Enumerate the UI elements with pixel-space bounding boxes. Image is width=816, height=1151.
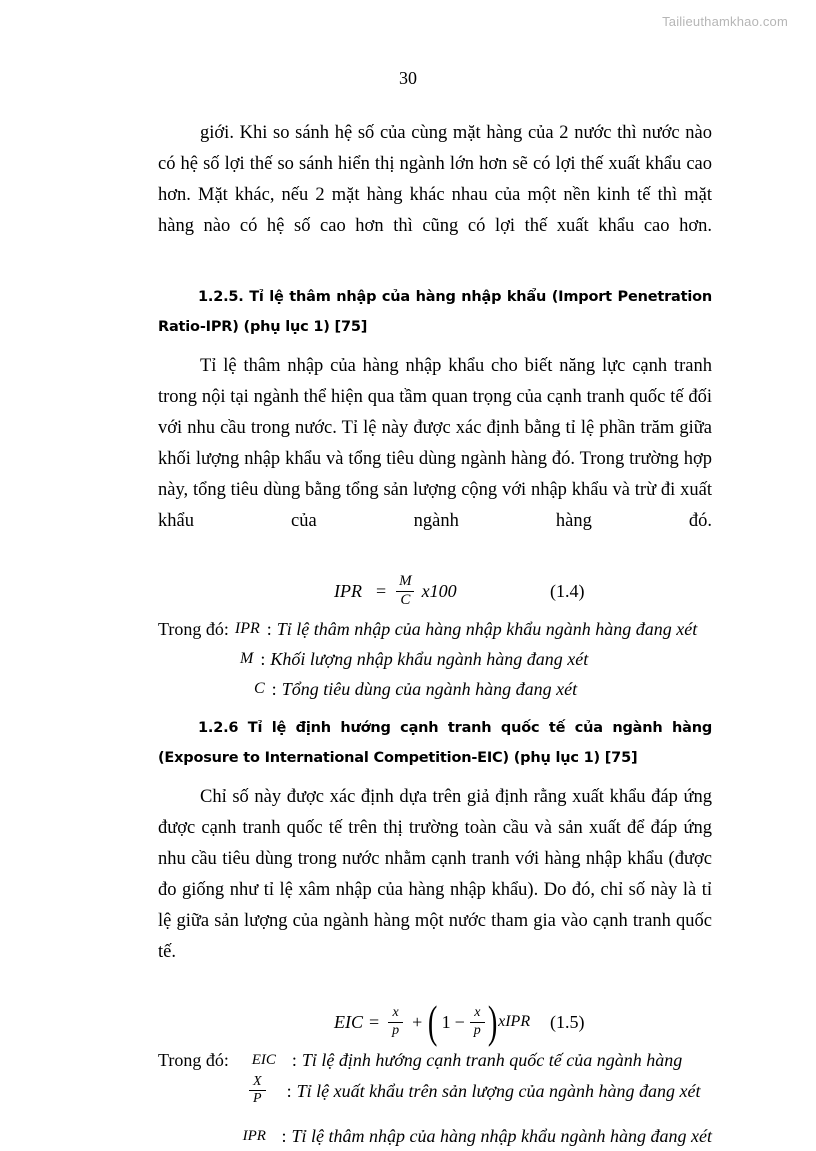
definition-row — [158, 1107, 712, 1151]
equation-1-5-frac1-denominator: p — [388, 1022, 403, 1038]
equation-1-4-equals: = — [375, 580, 387, 601]
definition-symbol: C — [254, 680, 265, 697]
definition-colon: : — [286, 1080, 292, 1101]
equation-1-4-math — [334, 574, 457, 608]
definitions-lead-1: Trong đó: — [158, 619, 229, 639]
equation-1-5-lhs: EIC — [334, 1011, 363, 1032]
definitions-block-2 — [158, 1045, 712, 1151]
definition-fraction-numerator: X — [253, 1074, 262, 1089]
paragraph-eic-description: Chỉ số này được xác định dựa trên giả định rằng xuất khẩu đáp ứng được cạnh tranh quốc tế trên thị trường toàn cầu và sản xuất để đáp ứng nhu cầu tiêu dùng trong nước nhằm cạnh tranh với hàng nhập khẩu (được đo giống như tỉ lệ xâm nhập của hàng nhập khẩu). Do đó, chỉ số này là tỉ lệ giữa sản lượng của ngành hàng một nước tham gia vào cạnh tranh quốc tế. — [158, 787, 712, 962]
paragraph-ipr-description: Tỉ lệ thâm nhập của hàng nhập khẩu cho biết năng lực cạnh tranh trong nội tại ngành thể hiện qua tầm quan trọng của cạnh tranh quốc tế đối với nhu cầu trong nước. Tỉ lệ này được xác định bằng tỉ lệ phần trăm giữa khối lượng nhập khẩu và tổng tiêu dùng ngành hàng đó. Trong trường hợp này, tổng tiêu dùng bằng tổng sản lượng cộng với nhập khẩu và trừ đi xuất khẩu của ngành hàng đó. — [158, 356, 712, 531]
equation-1-4-denominator: C — [396, 591, 414, 608]
heading-1-2-5 — [158, 282, 712, 342]
definition-colon: : — [281, 1125, 287, 1146]
definition-colon: : — [271, 679, 277, 699]
equation-1-4-numerator: M — [399, 573, 412, 590]
definitions-lead-2: Trong đó: — [158, 1050, 229, 1070]
definition-text: Khối lượng nhập khẩu ngành hàng đang xét — [270, 649, 589, 669]
equation-1-5 — [158, 996, 712, 1048]
definition-symbol: IPR — [242, 1127, 266, 1144]
spacer — [158, 704, 712, 713]
definition-row — [158, 644, 712, 674]
definition-colon: : — [266, 619, 272, 639]
spacer — [158, 773, 712, 782]
definition-text: Tỉ lệ thâm nhập của hàng nhập khẩu ngành hàng đang xét — [291, 1125, 712, 1146]
spacer — [158, 273, 712, 282]
definition-text: Tổng tiêu dùng của ngành hàng đang xét — [281, 679, 578, 699]
equation-1-5-tail: xIPR — [498, 1013, 531, 1030]
definition-colon: : — [260, 649, 266, 669]
equation-1-5-frac2-numerator: x — [474, 1005, 481, 1021]
watermark-text: Tailieuthamkhao.com — [662, 14, 788, 29]
definition-row — [158, 614, 712, 644]
equation-1-5-plus: + — [412, 1011, 423, 1032]
equation-1-5-paren-open: ( — [428, 996, 438, 1048]
equation-1-5-frac1-numerator: x — [392, 1005, 399, 1021]
equation-1-5-one: 1 — [441, 1011, 451, 1032]
equation-1-5-number: (1.5) — [550, 1011, 585, 1032]
equation-1-5-frac2-denominator: p — [470, 1022, 485, 1038]
equation-1-4-number: (1.4) — [550, 580, 585, 601]
equation-1-5-fraction-2 — [470, 1006, 485, 1038]
equation-1-5-fraction-1 — [388, 1006, 403, 1038]
definition-symbol: M — [240, 650, 254, 667]
equation-1-4-fraction — [395, 574, 416, 608]
definition-symbol: IPR — [234, 620, 260, 637]
definitions-block-1 — [158, 614, 712, 704]
heading-1-2-5-line2: (phụ lục 1) [75] — [243, 319, 368, 335]
heading-1-2-6-line2: International Competition-EIC) (phụ lục 1) [75] — [264, 750, 638, 766]
equation-1-5-math — [334, 996, 531, 1048]
heading-1-2-6 — [158, 713, 712, 773]
paragraph-intro: giới. Khi so sánh hệ số của cùng mặt hàng của 2 nước thì nước nào có hệ số lợi thế so sánh hiển thị ngành lớn hơn sẽ có lợi thế xuất khẩu cao hơn. Mặt khác, nếu 2 mặt hàng khác nhau của một nền kinh tế thì mặt hàng nào có hệ số cao hơn thì cũng có lợi thế xuất khẩu cao hơn. — [158, 123, 712, 236]
equation-1-5-minus: − — [454, 1011, 465, 1032]
equation-1-4-multiplier: x100 — [421, 580, 457, 601]
definition-row — [158, 674, 712, 704]
equation-1-5-paren-close: ) — [487, 996, 498, 1048]
definition-fraction-symbol — [249, 1075, 266, 1107]
equation-1-4 — [158, 568, 712, 614]
page-number: 30 — [399, 68, 417, 88]
equation-1-4-lhs: IPR — [334, 580, 362, 601]
definition-text: Tỉ lệ thâm nhập của hàng nhập khẩu ngành hàng đang xét — [276, 619, 698, 639]
page-content — [158, 118, 712, 1151]
definition-row — [158, 1075, 712, 1107]
spacer — [158, 342, 712, 351]
definition-text: Tỉ lệ xuất khẩu trên sản lượng của ngành hàng đang xét — [296, 1080, 701, 1101]
definition-colon: : — [291, 1050, 297, 1070]
definition-fraction-denominator: P — [249, 1090, 266, 1106]
heading-1-2-5-line1: 1.2.5. Tỉ lệ thâm nhập của hàng nhập khẩu (Import Penetration Ratio-IPR) — [158, 289, 712, 335]
definition-row — [158, 1045, 712, 1075]
equation-1-5-equals: = — [369, 1011, 380, 1032]
heading-1-2-6-line1: 1.2.6 Tỉ lệ định hướng cạnh tranh quốc tế của ngành hàng (Exposure to — [158, 720, 712, 766]
definition-symbol: EIC — [251, 1052, 276, 1068]
definition-text: Tỉ lệ định hướng cạnh tranh quốc tế của ngành hàng — [301, 1050, 683, 1070]
